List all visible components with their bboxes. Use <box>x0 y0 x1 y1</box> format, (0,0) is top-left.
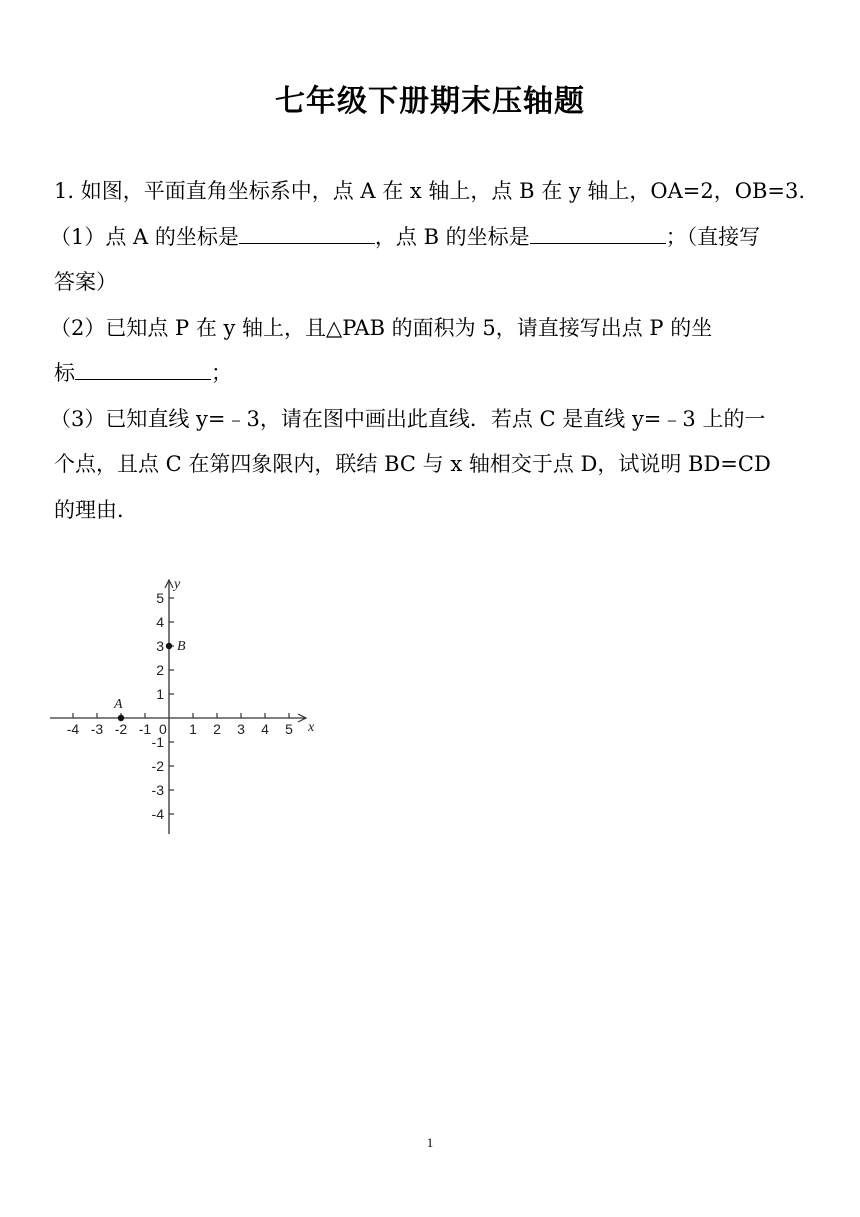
y-tick-label: 2 <box>156 662 164 678</box>
part2-text-c: ； <box>211 361 232 385</box>
question-part-2-continued <box>54 357 232 387</box>
x-tick-label: 4 <box>261 721 269 737</box>
x-tick-label: -2 <box>114 721 128 737</box>
x-tick-label: -4 <box>66 721 80 737</box>
x-tick-label: 3 <box>237 721 245 737</box>
x-tick-label: 2 <box>213 721 221 737</box>
y-tick-label: -1 <box>151 734 164 750</box>
question-stem: 1. 如图，平面直角坐标系中，点 A 在 x 轴上，点 B 在 y 轴上，OA=2，OB=3. <box>54 179 806 203</box>
point-a-label: A <box>114 697 123 712</box>
part3-text-a: （3）已知直线 y=﹣3，请在图中画出此直线．若点 C 是直线 y=﹣3 上的一 <box>50 407 766 431</box>
y-tick-label: -2 <box>151 758 164 774</box>
x-tick-label: -3 <box>90 721 104 737</box>
origin-label: 0 <box>159 721 167 737</box>
y-axis-label: y <box>174 577 181 592</box>
y-tick-label: 5 <box>156 590 164 606</box>
part2-text-a: （2）已知点 P 在 y 轴上，且△PAB 的面积为 5，请直接写出点 P 的坐 <box>50 316 713 340</box>
part3-text-c: 的理由． <box>54 498 138 522</box>
part3-text-b: 个点，且点 C 在第四象限内，联结 BC 与 x 轴相交于点 D，试说明 BD=CD <box>54 452 771 476</box>
part1-text-d: 答案） <box>54 270 117 294</box>
point-b <box>166 643 172 649</box>
part2-text-b: 标 <box>54 361 75 385</box>
x-tick-label: 1 <box>189 721 197 737</box>
question-part-1 <box>50 221 760 251</box>
y-tick-label: 1 <box>156 686 164 702</box>
point-a <box>118 715 124 721</box>
point-b-label: B <box>177 639 186 654</box>
answer-blank-a-coordinate[interactable] <box>239 222 375 244</box>
part1-text-c: ；（直接写 <box>665 225 761 249</box>
y-tick-label: 4 <box>156 614 164 630</box>
page-number: 1 <box>426 1135 434 1150</box>
answer-blank-b-coordinate[interactable] <box>530 222 666 244</box>
answer-blank-p-coordinate[interactable] <box>75 358 211 380</box>
page-title: 七年级下册期末压轴题 <box>275 84 585 119</box>
part1-text-a: （1）点 A 的坐标是 <box>50 225 239 249</box>
x-tick-label: -1 <box>138 721 152 737</box>
x-axis-label: x <box>308 720 315 735</box>
y-tick-label: 3 <box>156 638 164 654</box>
x-tick-label: 5 <box>285 721 293 737</box>
y-tick-label: -3 <box>151 782 164 798</box>
coordinate-graph <box>44 568 324 843</box>
part1-text-b: ，点 B 的坐标是 <box>374 225 530 249</box>
y-tick-label: -4 <box>151 806 164 822</box>
